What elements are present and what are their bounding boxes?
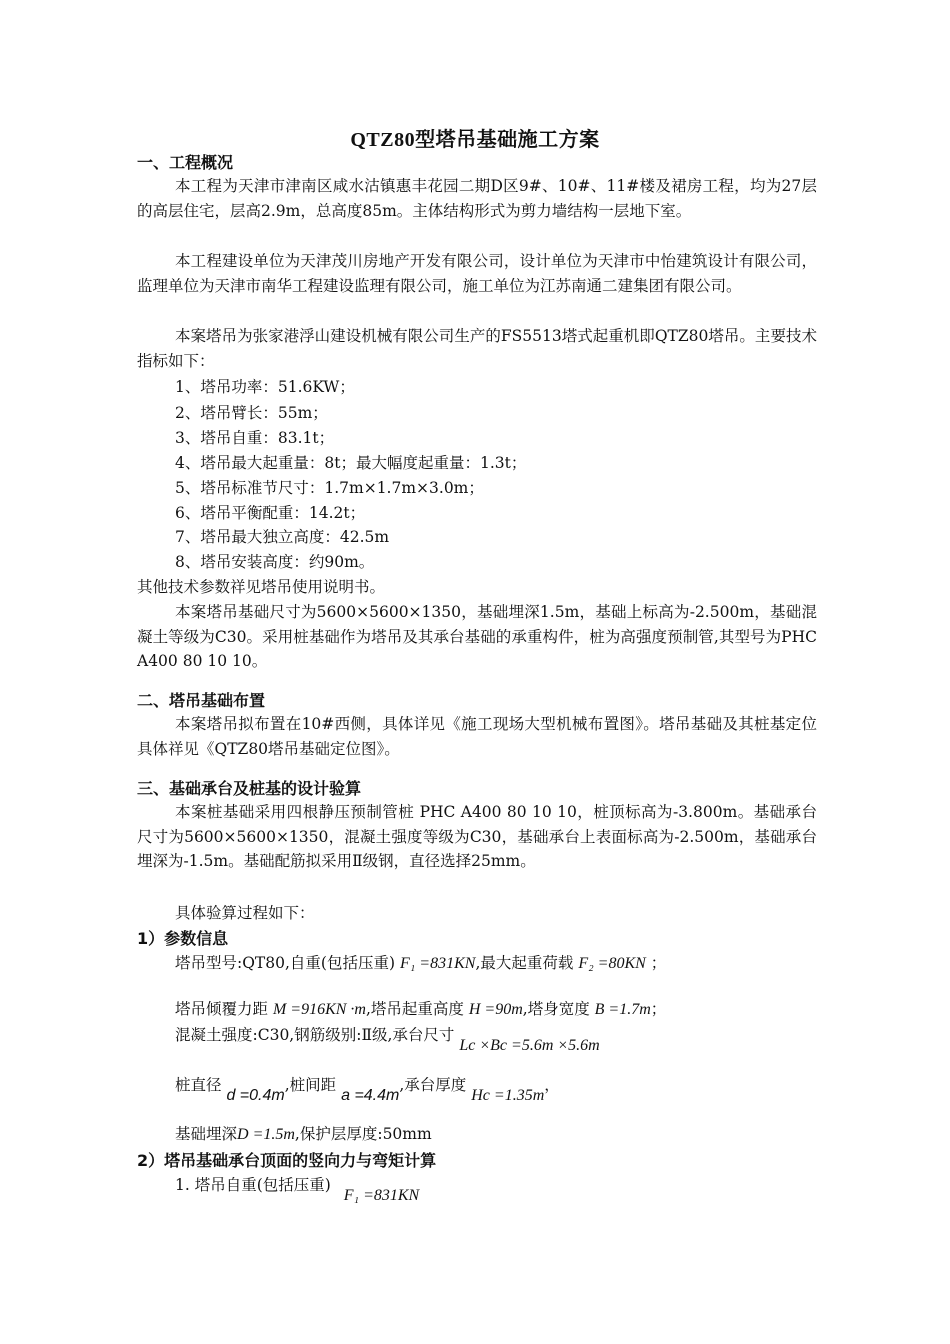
param-text: ,塔身宽度 bbox=[522, 1000, 590, 1018]
paragraph-foundation-size: 本案塔吊基础尺寸为5600×5600×1350，基础埋深1.5m，基础上标高为-2.500m，基础混凝土等级为C30。采用桩基础作为塔吊及其承台基础的承重构件，桩为高强度预制管,其型号为PHC A400 80 10 10。 bbox=[137, 603, 817, 670]
param-text: 塔吊倾覆力距 bbox=[175, 1000, 269, 1018]
param-line-pile bbox=[175, 1073, 560, 1104]
paragraph-other-params: 其他技术参数祥见塔吊使用说明书。 bbox=[137, 578, 386, 596]
formula-h: H =90m bbox=[468, 1001, 523, 1018]
paragraph-parties: 本工程建设单位为天津茂川房地产开发有限公司，设计单位为天津市中怡建筑设计有限公司，监理单位为天津市南华工程建设监理有限公司，施工单位为江苏南通二建集团有限公司。 bbox=[137, 252, 817, 295]
formula-depth: D =1.5m bbox=[237, 1126, 295, 1143]
param-line-crane bbox=[175, 951, 666, 973]
force-line-self-weight bbox=[175, 1173, 420, 1204]
param-text: ,最大起重荷载 bbox=[475, 954, 574, 972]
param-text: ,桩间距 bbox=[284, 1076, 337, 1094]
formula-m: M =916KN ·m bbox=[272, 1001, 366, 1018]
param-text: 塔吊型号:QT80,自重(包括压重) bbox=[175, 954, 396, 972]
formula-f1-repeat: F₁ =831KN bbox=[343, 1187, 420, 1204]
spec-item: 8、塔吊安装高度：约90m。 bbox=[175, 553, 375, 571]
section-heading-layout: 二、塔吊基础布置 bbox=[137, 691, 266, 710]
paragraph-project-overview: 本工程为天津市津南区咸水沽镇惠丰花园二期D区9#、10#、11#楼及裙房工程，均为27层的高层住宅，层高2.9m，总高度85m。主体结构形式为剪力墙结构一层地下室。 bbox=[137, 177, 817, 220]
paragraph-process-intro: 具体验算过程如下： bbox=[175, 904, 315, 922]
param-text: ,塔吊起重高度 bbox=[365, 1000, 464, 1018]
param-text: 基础埋深 bbox=[175, 1125, 238, 1143]
section-heading-design-check: 三、基础承台及桩基的设计验算 bbox=[137, 779, 362, 798]
param-line-moment bbox=[175, 997, 666, 1019]
param-line-concrete bbox=[175, 1023, 600, 1054]
spec-item: 6、塔吊平衡配重：14.2t； bbox=[175, 504, 366, 522]
formula-d: d =0.4m bbox=[226, 1087, 285, 1104]
param-text: ， bbox=[544, 1076, 560, 1094]
param-text: ,保护层厚度:50mm bbox=[294, 1125, 432, 1143]
subsection-heading-forces: 2）塔吊基础承台顶面的竖向力与弯矩计算 bbox=[137, 1151, 437, 1170]
spec-item: 5、塔吊标准节尺寸：1.7m×1.7m×3.0m； bbox=[175, 479, 484, 497]
param-text: 混凝土强度:C30,钢筋级别:Ⅱ级,承台尺寸 bbox=[175, 1026, 455, 1044]
spec-item: 3、塔吊自重：83.1t； bbox=[175, 429, 335, 447]
spec-item: 4、塔吊最大起重量：8t；最大幅度起重量：1.3t； bbox=[175, 454, 527, 472]
formula-f1: F₁ =831KN bbox=[399, 955, 476, 972]
spec-item: 2、塔吊臂长：55m； bbox=[175, 404, 328, 422]
spec-item: 7、塔吊最大独立高度：42.5m bbox=[175, 528, 390, 546]
param-text: ,承台厚度 bbox=[399, 1076, 467, 1094]
formula-a: a =4.4m bbox=[341, 1087, 400, 1104]
param-text: ； bbox=[650, 954, 667, 972]
subsection-heading-params: 1）参数信息 bbox=[137, 929, 229, 948]
param-text: 桩直径 bbox=[175, 1076, 222, 1094]
document-title: QTZ80型塔吊基础施工方案 bbox=[350, 129, 600, 151]
formula-f2: F₂ =80KN bbox=[578, 955, 646, 972]
formula-hc: Hc =1.35m bbox=[471, 1087, 545, 1104]
paragraph-layout: 本案塔吊拟布置在10#西侧，具体详见《施工现场大型机械布置图》。塔吊基础及其桩基定位具体祥见《QTZ80塔吊基础定位图》。 bbox=[137, 715, 817, 758]
param-line-depth bbox=[175, 1122, 432, 1144]
spec-item: 1、塔吊功率：51.6KW； bbox=[175, 378, 355, 396]
formula-cap-size: Lc ×Bc =5.6m ×5.6m bbox=[459, 1037, 600, 1054]
section-heading-overview: 一、工程概况 bbox=[137, 153, 234, 172]
paragraph-crane-intro: 本案塔吊为张家港浮山建设机械有限公司生产的FS5513塔式起重机即QTZ80塔吊。主要技术指标如下： bbox=[137, 327, 817, 370]
param-text: ； bbox=[650, 1000, 667, 1018]
paragraph-pile-foundation: 本案桩基础采用四根静压预制管桩 PHC A400 80 10 10，桩顶标高为-3.800m。基础承台尺寸为5600×5600×1350，混凝土强度等级为C30，基础承台上表面标高为-2.500m，基础承台埋深为-1.5m。基础配筋拟采用Ⅱ级钢，直径选择25mm。 bbox=[137, 803, 817, 870]
force-text: 1. 塔吊自重(包括压重) bbox=[175, 1176, 331, 1194]
formula-b: B =1.7m bbox=[594, 1001, 651, 1018]
